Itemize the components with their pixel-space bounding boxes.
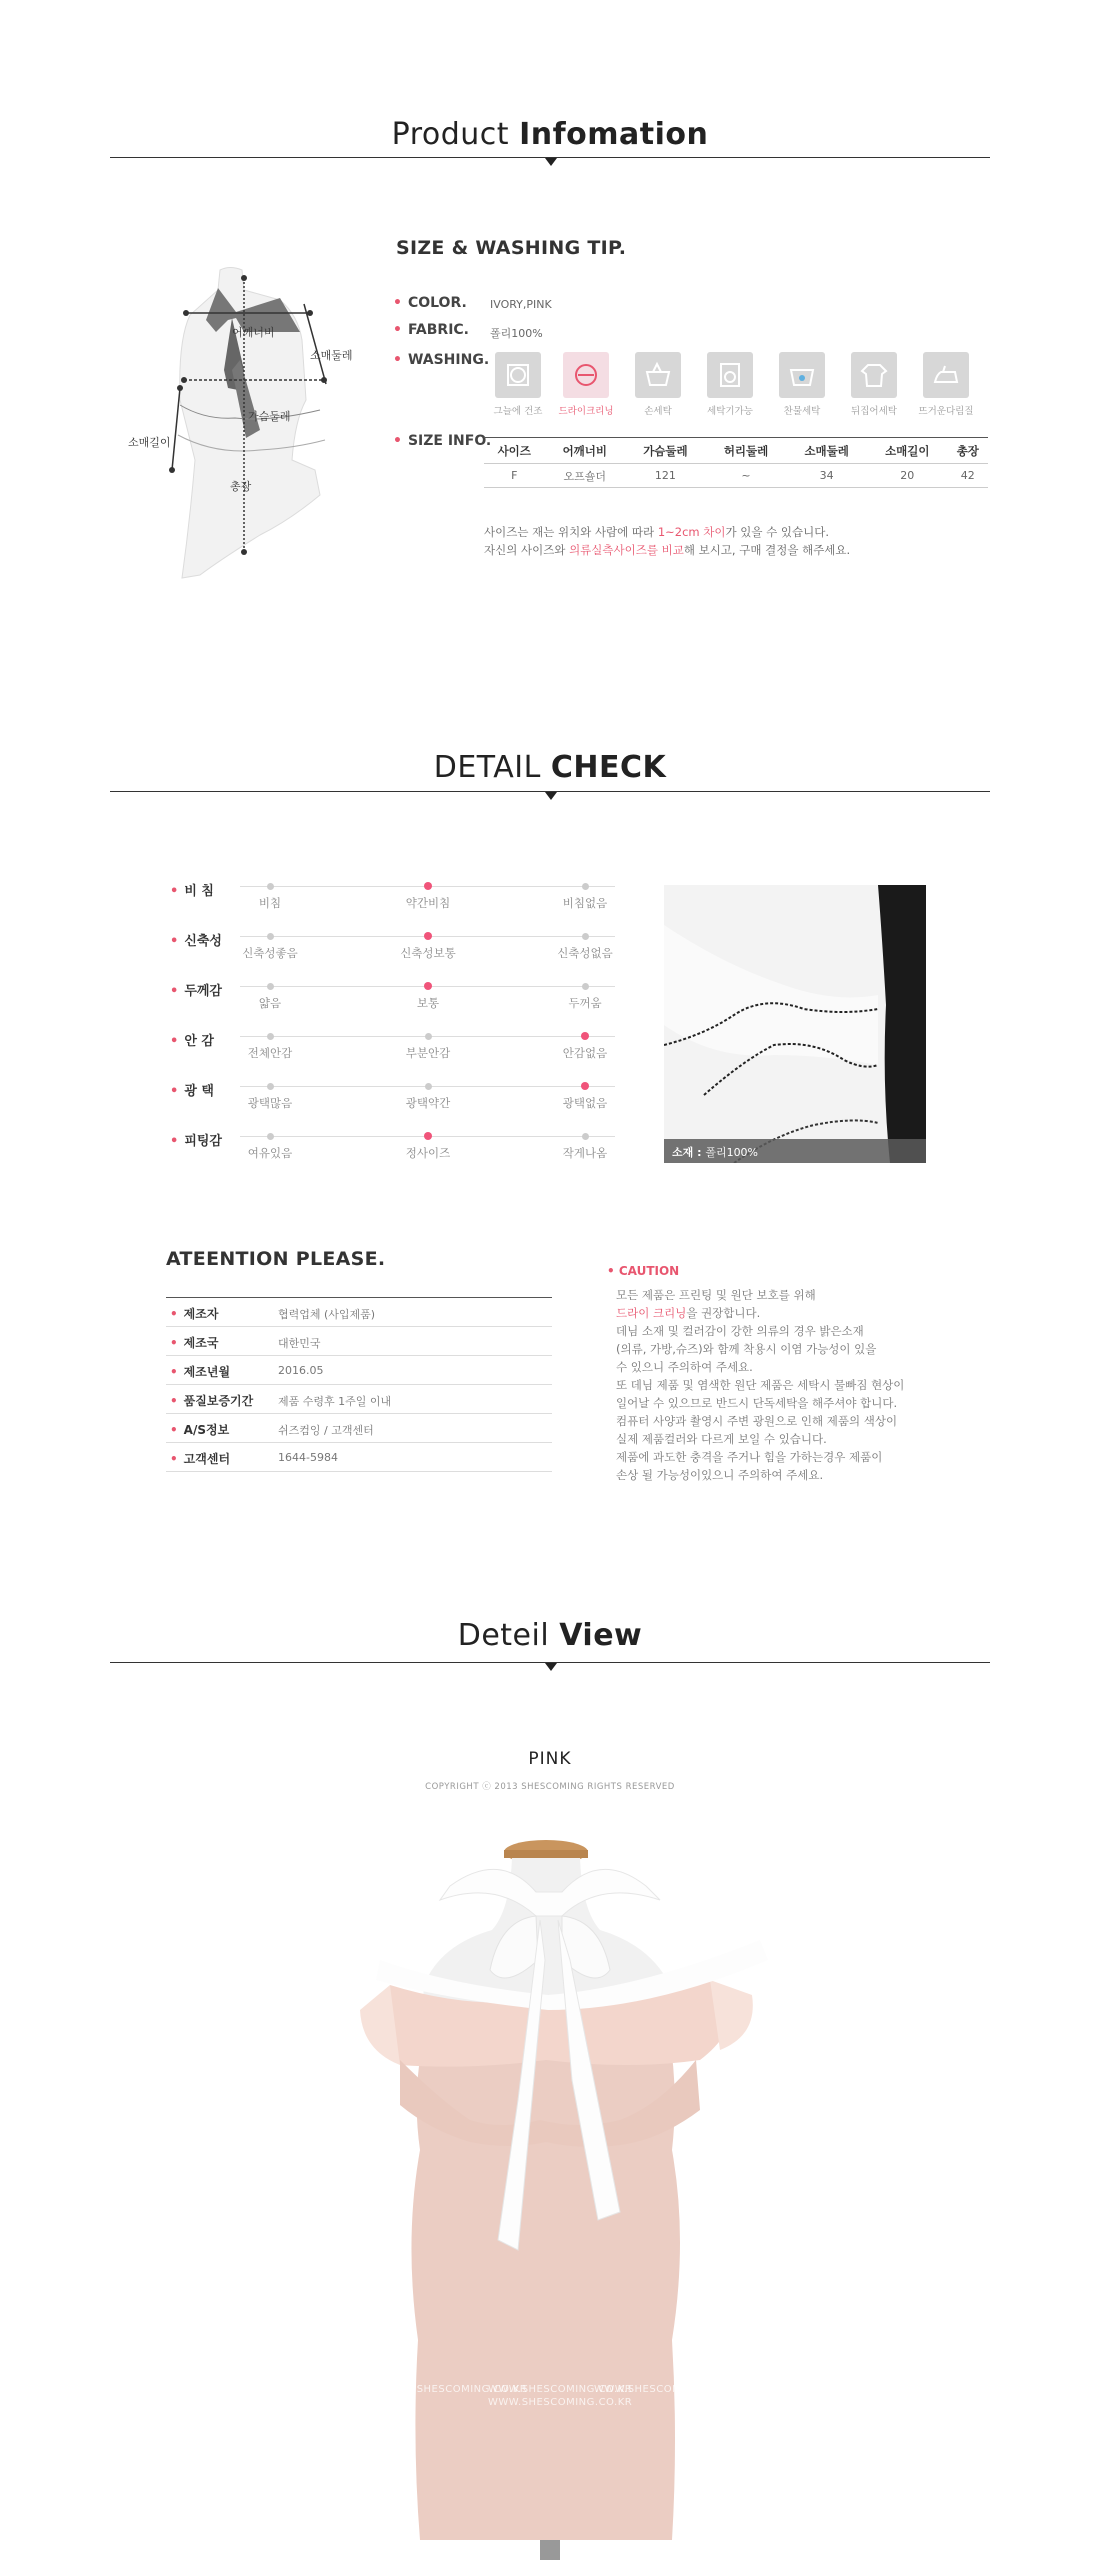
detail-check-dot (425, 1033, 432, 1040)
wash-machine (700, 352, 760, 417)
size-header-cell: 총장 (948, 438, 988, 464)
detail-check-dot (267, 1133, 274, 1140)
size-table (484, 437, 988, 488)
size-cell: F (484, 464, 544, 488)
info-row: • 고객센터 1644-5984 (166, 1443, 552, 1472)
detail-check-dot (267, 1083, 274, 1090)
caution-line: 모든 제품은 프린팅 및 원단 보호를 위해 (616, 1288, 816, 1302)
caution-line: 손상 될 가능성이있으니 주의하여 주세요. (616, 1468, 824, 1482)
info-row: • A/S정보 쉬즈컴잉 / 고객센터 (166, 1414, 552, 1443)
size-note-2: 자신의 사이즈와 의류실측사이즈를 비교해 보시고, 구매 결정을 해주세요. (484, 543, 851, 557)
caution-line: 또 데님 제품 및 염색한 원단 제품은 세탁시 물빠짐 현상이 (616, 1378, 905, 1392)
detail-check-dot (267, 883, 274, 890)
caution-title: • CAUTION (607, 1264, 680, 1278)
inside-out-wash-icon (851, 352, 897, 398)
color-label: • COLOR. (393, 295, 467, 311)
detail-check-dot (425, 1083, 432, 1090)
wash-label: 그늘에 건조 (493, 406, 543, 417)
detail-check-option: 여유있음 (247, 1146, 293, 1160)
detail-check-option: 정사이즈 (405, 1146, 451, 1160)
detail-check-selected-dot (424, 1132, 432, 1140)
detail-check-option: 신축성보통 (400, 946, 456, 960)
caution-line: 데님 소재 및 컬러감이 강한 의류의 경우 밝은소재 (616, 1324, 864, 1338)
detail-check-dot (582, 1133, 589, 1140)
caution-line: (의류, 가방,슈즈)와 함께 착용시 이염 가능성이 있을 (616, 1342, 877, 1356)
size-header-cell: 어깨너비 (544, 438, 625, 464)
size-info-label: • SIZE INFO. (393, 433, 492, 449)
section-arrow-icon (545, 792, 557, 800)
detail-check-selected-dot (581, 1082, 589, 1090)
attention-title: ATEENTION PLEASE. (166, 1248, 386, 1270)
watermark: WWW.SHESCOMING.CO.KR (594, 2384, 739, 2395)
cold-wash-icon (779, 352, 825, 398)
iron-icon (923, 352, 969, 398)
size-table-header (484, 438, 988, 464)
size-header-cell: 소매길이 (867, 438, 948, 464)
fabric-closeup-image (664, 885, 926, 1163)
size-cell: 34 (786, 464, 867, 488)
fabric-label: • FABRIC. (393, 322, 469, 338)
size-header-cell: 가슴둘레 (625, 438, 706, 464)
caution-line: 제품에 과도한 충격을 주거나 힘을 가하는경우 제품이 (616, 1450, 883, 1464)
size-cell: ~ (706, 464, 787, 488)
wash-inside-out (844, 352, 904, 417)
watermark: WWW.SHESCOMING.CO.KR (488, 2384, 633, 2395)
detail-check-label: • 비 침 (170, 884, 214, 899)
shade-dry-icon (495, 352, 541, 398)
fabric-caption: 소재 : 폴리100% (664, 1139, 926, 1163)
detail-check-dot (582, 883, 589, 890)
detail-check-selected-dot (424, 932, 432, 940)
caution-line: 일어날 수 있으므로 반드시 단독세탁을 해주셔야 합니다. (616, 1396, 898, 1410)
detail-check-option: 비침없음 (562, 896, 608, 910)
size-cell: 42 (948, 464, 988, 488)
info-row: • 품질보증기간 제품 수령후 1주일 이내 (166, 1385, 552, 1414)
detail-check-label: • 신축성 (170, 934, 222, 949)
wash-shade-dry (488, 352, 548, 417)
wash-iron (916, 352, 976, 417)
diagram-total-length-label: 총장 (230, 480, 252, 493)
detail-check-option: 비침 (258, 896, 282, 910)
detail-check-label: • 두께감 (170, 984, 222, 999)
dry-clean-icon (563, 352, 609, 398)
diagram-shoulder-label: 어깨너비 (232, 326, 275, 339)
size-note-1: 사이즈는 재는 위치와 사람에 따라 1~2cm 차이가 있을 수 있습니다. (484, 525, 829, 539)
size-washing-title: SIZE & WASHING TIP. (396, 237, 627, 259)
wash-label: 손세탁 (644, 406, 672, 417)
detail-check-option: 두꺼움 (568, 996, 602, 1010)
info-row: • 제조년월 2016.05 (166, 1356, 552, 1385)
hand-wash-icon (635, 352, 681, 398)
detail-check-dot (582, 983, 589, 990)
watermark: WWW.SHESCOMING.CO.KR (488, 2397, 633, 2408)
machine-wash-icon (707, 352, 753, 398)
wash-label: 드라이크리닝 (558, 406, 614, 417)
detail-check-selected-dot (424, 982, 432, 990)
size-cell: 20 (867, 464, 948, 488)
fabric-value: 폴리100% (490, 327, 543, 340)
caution-line: 수 있으니 주의하여 주세요. (616, 1360, 753, 1374)
detail-check-label: • 안 감 (170, 1034, 214, 1049)
copyright-text: COPYRIGHT ⓒ 2013 SHESCOMING RIGHTS RESERVED (425, 1782, 675, 1792)
detail-view-heading: Deteil View (457, 1618, 643, 1653)
detail-check-option: 광택약간 (405, 1096, 451, 1110)
section-arrow-icon (545, 1663, 557, 1671)
color-title: PINK (528, 1749, 572, 1769)
detail-check-option: 보통 (416, 996, 440, 1010)
detail-check-dot (267, 1033, 274, 1040)
wash-label: 뜨거운다림질 (918, 406, 974, 417)
size-header-cell: 소매둘레 (786, 438, 867, 464)
caution-line: 컴퓨터 사양과 촬영시 주변 광원으로 인해 제품의 색상이 (616, 1414, 898, 1428)
size-diagram (120, 260, 360, 580)
detail-check-dot (582, 933, 589, 940)
info-row: • 제조국 대한민국 (166, 1327, 552, 1356)
product-info-heading: Product Infomation (391, 117, 709, 152)
wash-dry-clean (556, 352, 616, 417)
detail-check-label: • 광 택 (170, 1084, 214, 1099)
detail-check-option: 안감없음 (562, 1046, 608, 1060)
size-header-cell: 허리둘레 (706, 438, 787, 464)
detail-check-heading: DETAIL CHECK (433, 750, 667, 785)
info-row: • 제조자 협력업체 (사입제품) (166, 1298, 552, 1327)
diagram-sleeve-hem-label: 소매둘레 (310, 349, 353, 362)
detail-check-option: 작게나옴 (562, 1146, 608, 1160)
size-cell: 오프숄더 (544, 464, 625, 488)
washing-label: • WASHING. (393, 352, 490, 368)
detail-check-option: 부분안감 (405, 1046, 451, 1060)
detail-check-selected-dot (424, 882, 432, 890)
detail-check-option: 신축성좋음 (242, 946, 298, 960)
wash-label: 세탁기가능 (707, 406, 753, 417)
caution-line: 드라이 크리닝을 권장합니다. (616, 1306, 761, 1320)
detail-check-option: 광택많음 (247, 1096, 293, 1110)
caution-line: 실제 제품컬러와 다르게 보일 수 있습니다. (616, 1432, 827, 1446)
section-arrow-icon (545, 158, 557, 166)
size-header-cell: 사이즈 (484, 438, 544, 464)
wash-cold (772, 352, 832, 417)
product-photo (300, 1820, 800, 2560)
diagram-sleeve-length-label: 소매길이 (128, 436, 171, 449)
wash-hand (628, 352, 688, 417)
detail-check-dot (267, 983, 274, 990)
color-value: IVORY,PINK (490, 298, 552, 311)
detail-check-option: 얇음 (258, 996, 282, 1010)
table-row (484, 464, 988, 488)
watermark: WWW.SHESCOMING.CO.KR (383, 2384, 528, 2395)
detail-check-option: 약간비침 (405, 896, 451, 910)
size-cell: 121 (625, 464, 706, 488)
detail-check-label: • 피팅감 (170, 1134, 222, 1149)
detail-check-option: 신축성없음 (557, 946, 613, 960)
wash-label: 찬물세탁 (783, 406, 821, 417)
detail-check-selected-dot (581, 1032, 589, 1040)
wash-label: 뒤집어세탁 (851, 406, 897, 417)
detail-check-option: 전체안감 (247, 1046, 293, 1060)
diagram-chest-label: 가슴둘레 (248, 410, 291, 423)
detail-check-option: 광택없음 (562, 1096, 608, 1110)
detail-check-dot (267, 933, 274, 940)
